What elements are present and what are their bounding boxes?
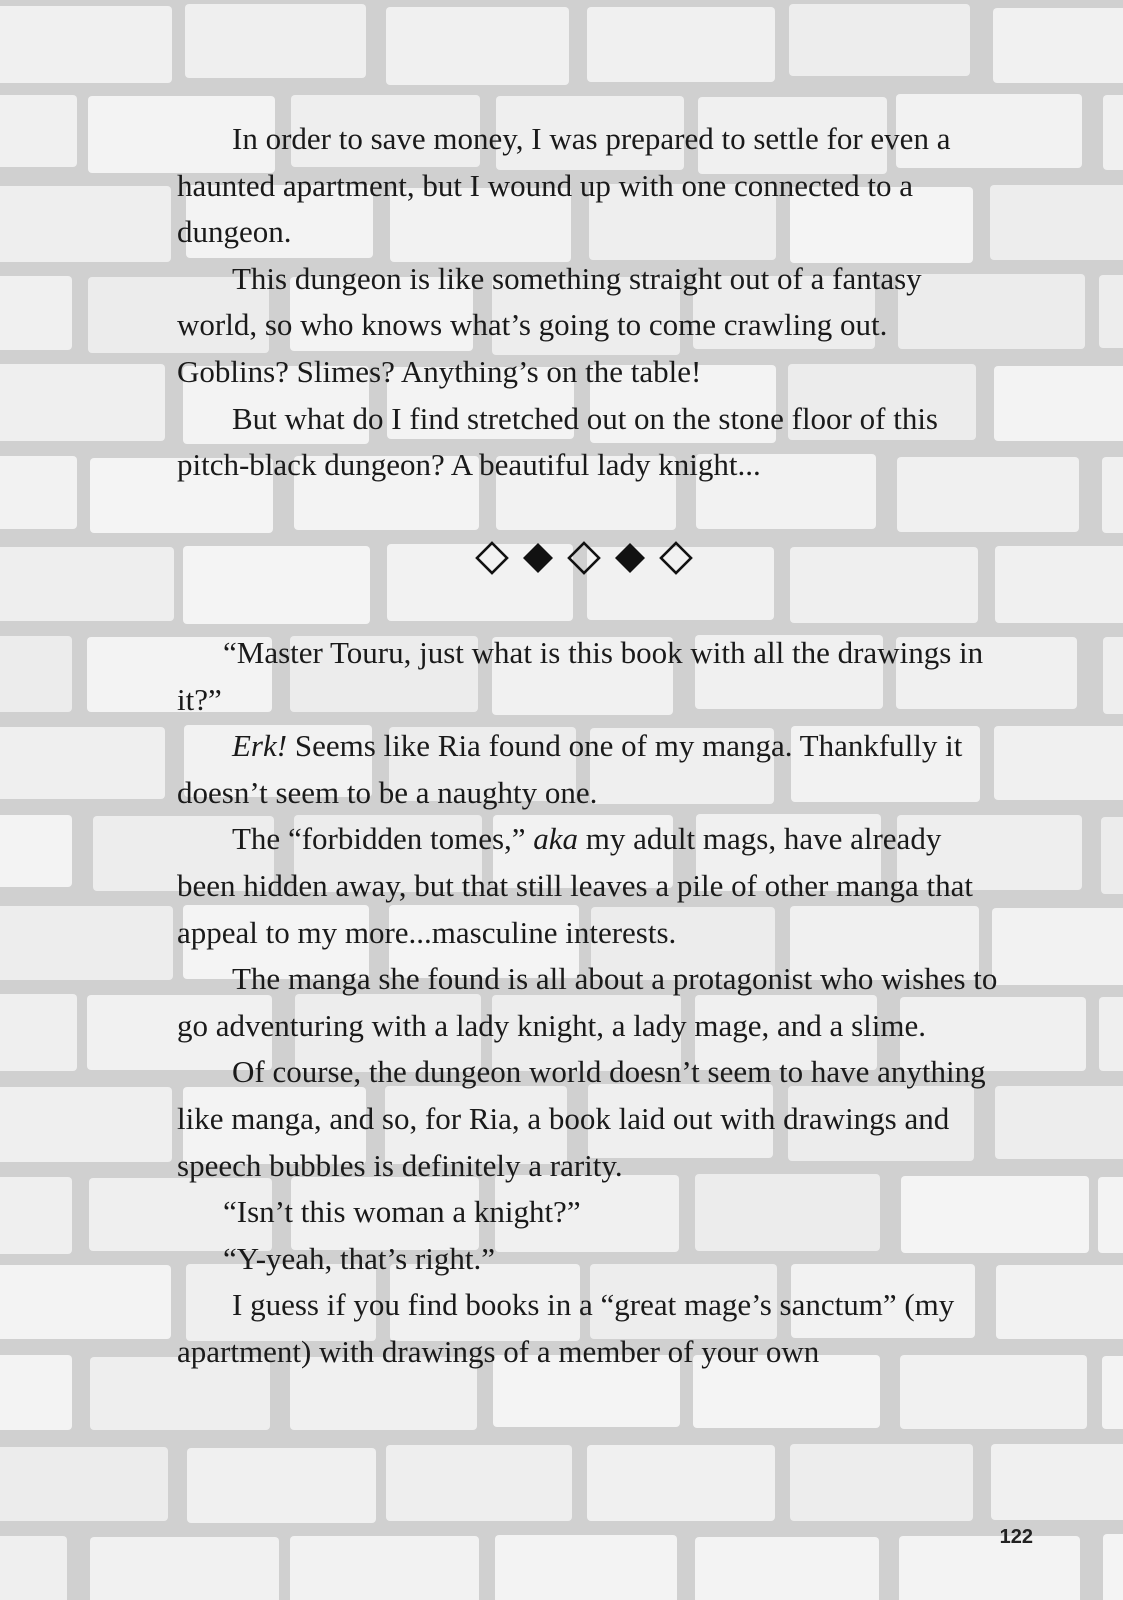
intro-paragraph-2: This dungeon is like something straight out of a fantasy world, so who knows what’s going to come crawling out. Goblins? Slimes? Anything’s on the table! bbox=[177, 260, 922, 389]
filled-diamond-icon bbox=[610, 538, 650, 578]
body-paragraph-4: The manga she found is all about a protagonist who wishes to go adventuring with a lady knight, a lady mage, and a slime. bbox=[177, 961, 998, 1043]
dialogue-paragraph-7: “Y-yeah, that’s right.” bbox=[223, 1240, 496, 1276]
intro-section bbox=[177, 116, 1007, 489]
body-paragraph-3-b: my adult mags, have already been hidden away, but that still leaves a pile of other manga that appeal to my more...masculine interests. bbox=[177, 821, 973, 950]
dialogue-paragraph-6: “Isn’t this woman a knight?” bbox=[223, 1194, 581, 1230]
hollow-diamond-icon bbox=[564, 538, 604, 578]
emphasis-aka: aka bbox=[533, 821, 579, 857]
emphasis-erk: Erk! bbox=[232, 728, 288, 764]
dialogue-paragraph-1: “Master Touru, just what is this book with all the drawings in it?” bbox=[177, 635, 984, 717]
main-section bbox=[177, 630, 1007, 1376]
filled-diamond-icon bbox=[518, 538, 558, 578]
body-paragraph-5: Of course, the dungeon world doesn’t seem to have anything like manga, and so, for Ria, a book laid out with drawings and speech bubbles is definitely a rarity. bbox=[177, 1054, 986, 1183]
body-paragraph-3-a: The “forbidden tomes,” bbox=[232, 821, 534, 857]
body-paragraph-2 bbox=[177, 723, 1007, 816]
body-paragraph-2-rest: Seems like Ria found one of my manga. Thankfully it doesn’t seem to be a naughty one. bbox=[177, 728, 963, 810]
body-paragraph-3 bbox=[177, 816, 1007, 956]
scene-break-divider bbox=[22, 538, 1123, 582]
intro-paragraph-1: In order to save money, I was prepared to settle for even a haunted apartment, but I wound up with one connected to a dungeon. bbox=[177, 121, 951, 250]
hollow-diamond-icon bbox=[656, 538, 696, 578]
body-paragraph-8: I guess if you find books in a “great mage’s sanctum” (my apartment) with drawings of a member of your own bbox=[177, 1287, 955, 1369]
hollow-diamond-icon bbox=[472, 538, 512, 578]
intro-paragraph-3: But what do I find stretched out on the stone floor of this pitch-black dungeon? A beautiful lady knight... bbox=[177, 400, 938, 483]
page-number: 122 bbox=[999, 1526, 1033, 1548]
